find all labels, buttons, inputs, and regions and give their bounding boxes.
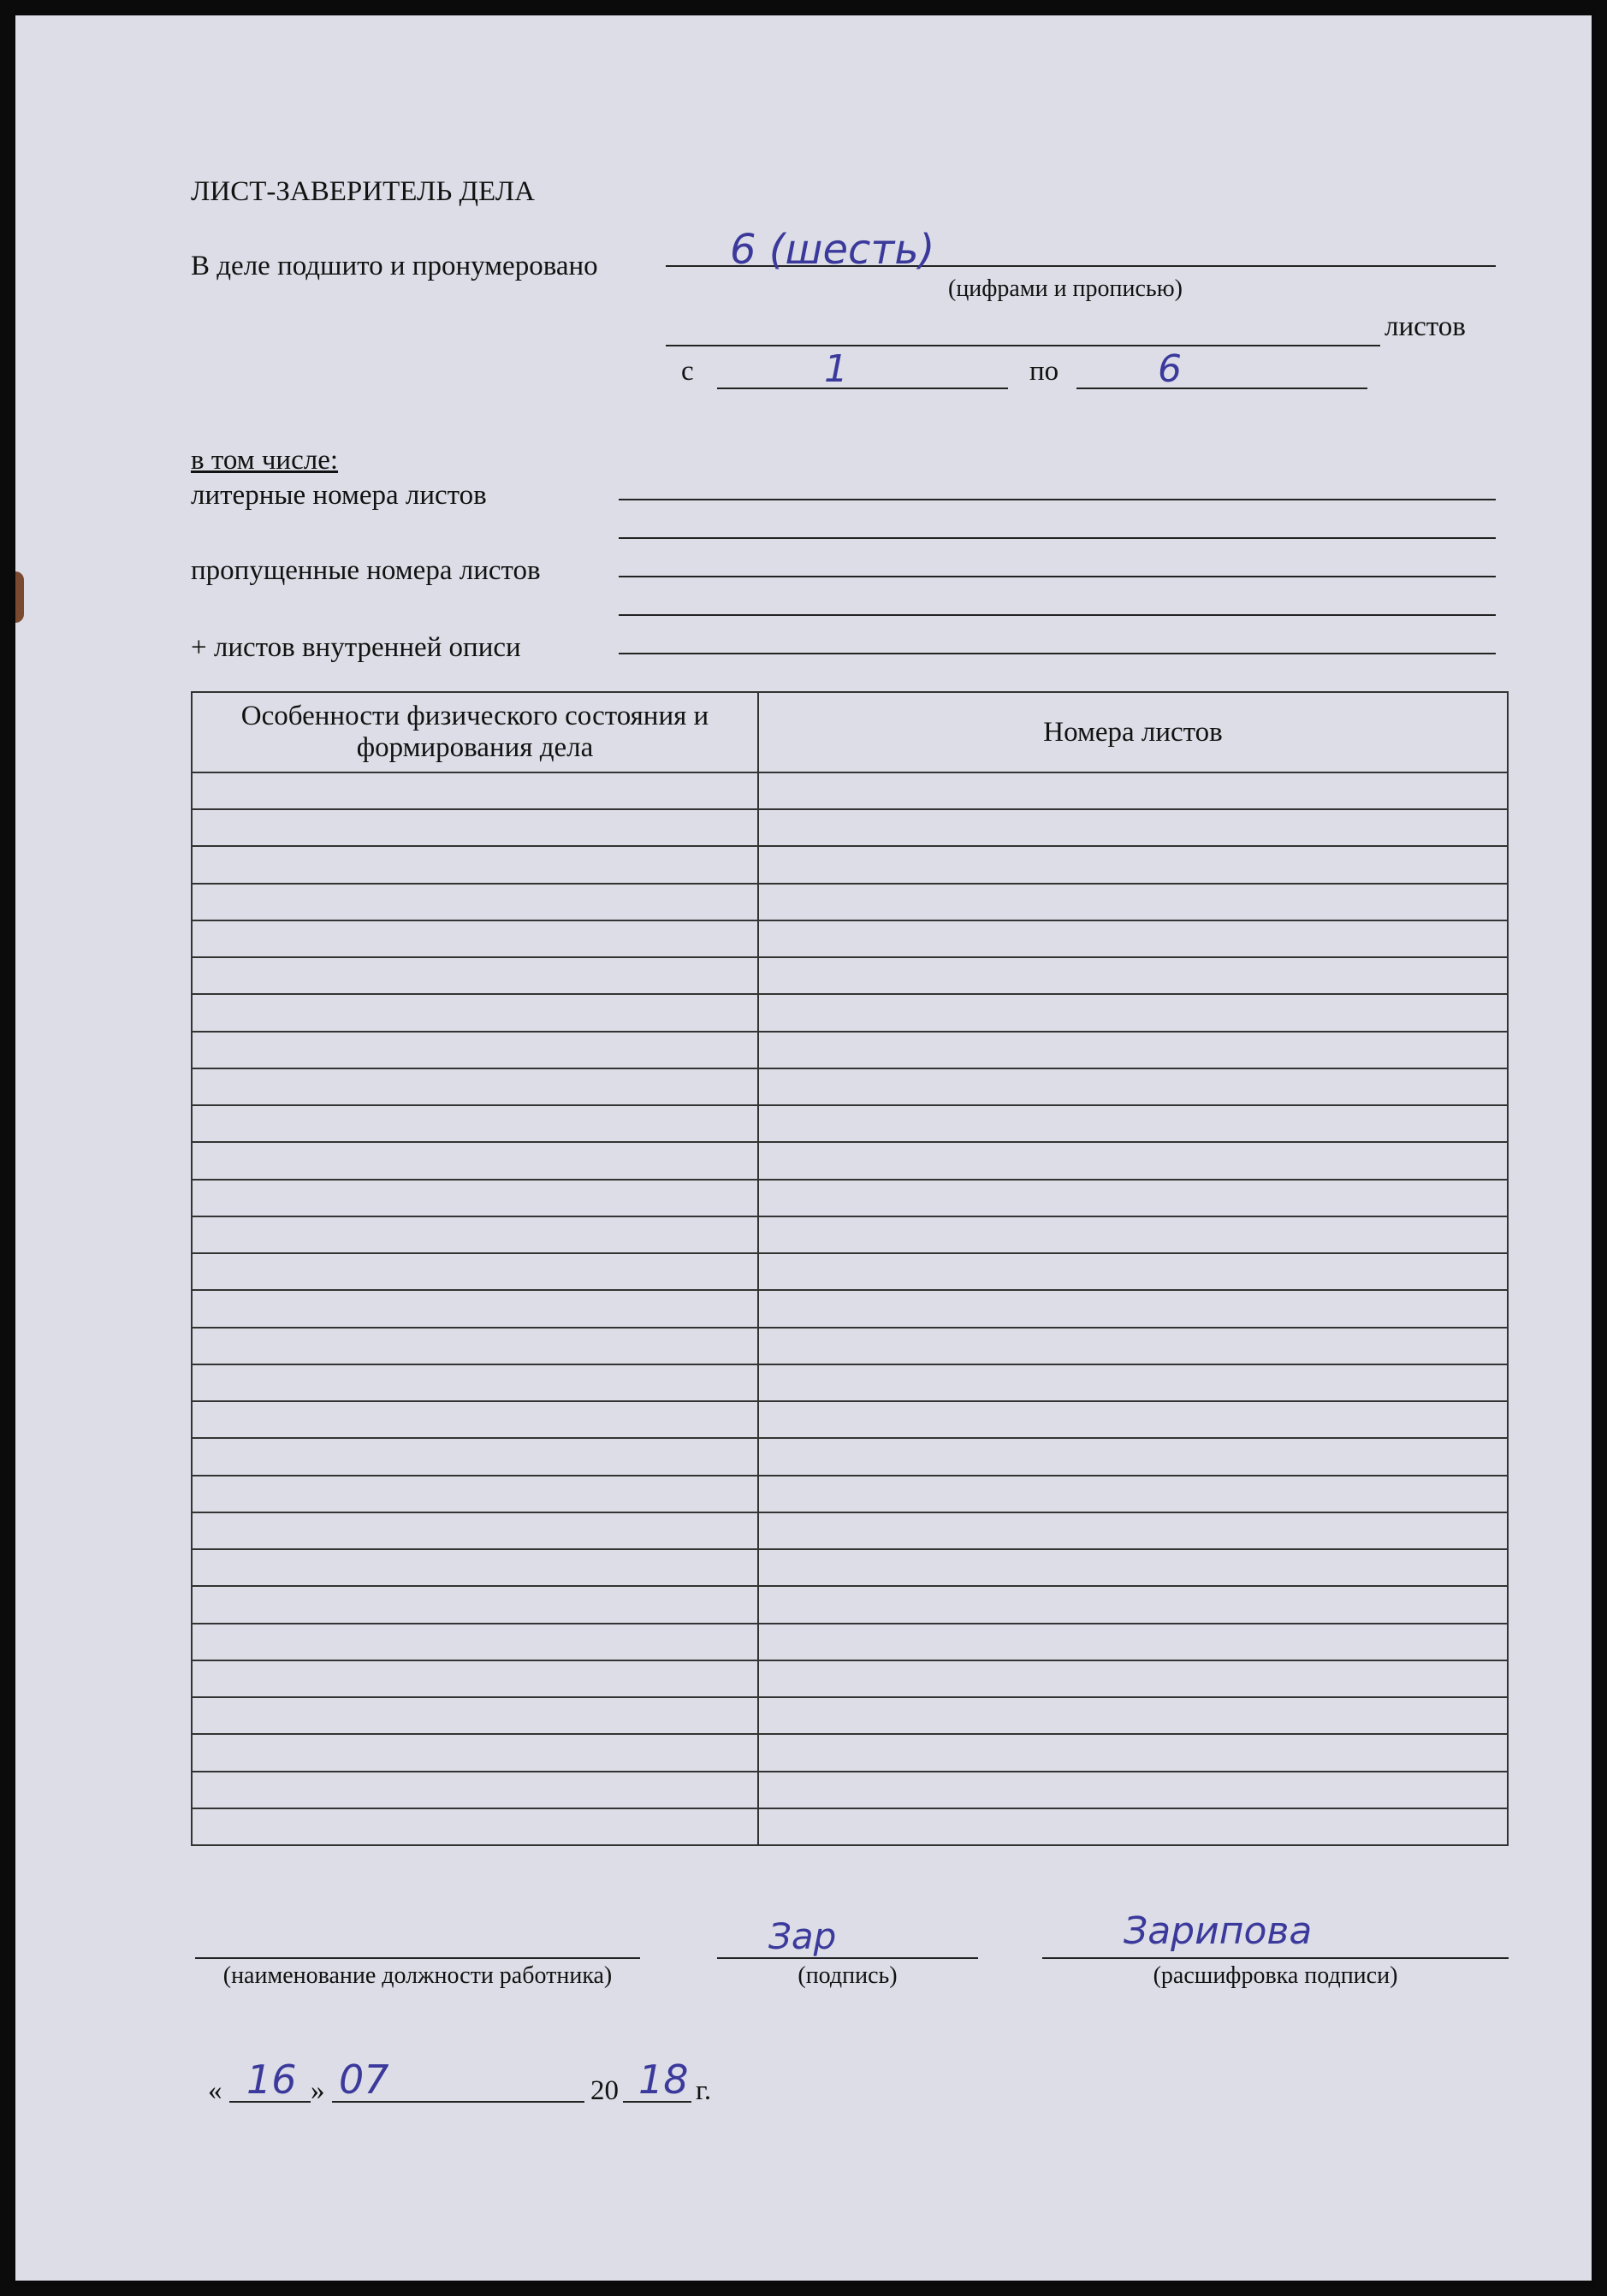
table-row xyxy=(193,808,1507,810)
table-row xyxy=(193,1364,1507,1365)
from-label: с xyxy=(681,356,694,387)
inner-inventory-label: + листов внутренней описи xyxy=(191,632,521,663)
table-row xyxy=(193,1808,1507,1809)
letter-numbers-label: литерные номера листов xyxy=(191,480,487,511)
table-row xyxy=(193,1031,1507,1033)
decoding-caption: (расшифровка подписи) xyxy=(1153,1962,1398,1989)
to-handwritten-value: 6 xyxy=(1158,347,1182,391)
date-suffix: г. xyxy=(696,2075,712,2106)
table-row xyxy=(193,1252,1507,1254)
document-sheet xyxy=(15,15,1592,2281)
position-caption: (наименование должности работника) xyxy=(222,1962,613,1989)
decoding-underline xyxy=(1042,1957,1509,1959)
digits-words-caption: (цифрами и прописью) xyxy=(948,275,1183,302)
table-row xyxy=(193,1179,1507,1181)
table-row xyxy=(193,1733,1507,1735)
to-label: по xyxy=(1029,356,1059,387)
date-close-quote: » xyxy=(311,2075,325,2106)
date-day-handwritten: 16 xyxy=(246,2056,297,2103)
table-row xyxy=(193,1216,1507,1217)
signature-underline xyxy=(717,1957,978,1959)
date-year-handwritten: 18 xyxy=(638,2056,689,2103)
table-row xyxy=(193,1548,1507,1550)
table-row xyxy=(193,1585,1507,1587)
table-header-condition: Особенности физического состояния и формирования дела xyxy=(240,701,709,763)
table-row xyxy=(193,1512,1507,1513)
sheets-word: листов xyxy=(1385,311,1466,342)
signature-handwritten: Зар xyxy=(768,1915,837,1957)
table-row xyxy=(193,1771,1507,1772)
date-century: 20 xyxy=(590,2075,619,2106)
inner-inventory-underline xyxy=(619,653,1496,654)
position-underline xyxy=(195,1957,640,1959)
signature-caption: (подпись) xyxy=(798,1962,898,1989)
decoding-handwritten: Зарипова xyxy=(1124,1909,1313,1953)
from-handwritten-value: 1 xyxy=(824,347,848,391)
table-row xyxy=(193,1660,1507,1661)
letter-numbers-underline xyxy=(619,499,1496,500)
numbered-handwritten-value: 6 (шесть) xyxy=(730,226,935,274)
table-row xyxy=(193,993,1507,995)
table-row xyxy=(193,956,1507,958)
table-row xyxy=(193,920,1507,921)
letter-numbers-underline-2 xyxy=(619,537,1496,539)
document-title: ЛИСТ-ЗАВЕРИТЕЛЬ ДЕЛА xyxy=(191,176,535,207)
missing-numbers-underline-2 xyxy=(619,614,1496,616)
missing-numbers-underline xyxy=(619,576,1496,577)
binding-hole-mark xyxy=(15,571,24,623)
date-month-handwritten: 07 xyxy=(339,2056,389,2103)
condition-table xyxy=(191,691,1509,1846)
to-underline xyxy=(1076,388,1367,389)
table-row xyxy=(193,1068,1507,1069)
table-row xyxy=(193,1104,1507,1106)
table-row xyxy=(193,1327,1507,1328)
missing-numbers-label: пропущенные номера листов xyxy=(191,555,541,586)
table-row xyxy=(193,1623,1507,1624)
table-row xyxy=(193,1475,1507,1476)
table-row xyxy=(193,845,1507,847)
sheets-count-underline xyxy=(666,345,1380,346)
table-row xyxy=(193,883,1507,885)
numbered-label: В деле подшито и пронумеровано xyxy=(191,251,598,281)
table-header-sheet-numbers: Номера листов xyxy=(1043,716,1223,748)
table-row xyxy=(193,1141,1507,1143)
date-open-quote: « xyxy=(208,2075,222,2106)
from-underline xyxy=(717,388,1008,389)
table-row xyxy=(193,1696,1507,1698)
table-row xyxy=(193,1437,1507,1439)
table-column-divider xyxy=(757,693,759,1844)
including-label: в том числе: xyxy=(191,445,339,476)
table-row xyxy=(193,772,1507,773)
table-row xyxy=(193,1400,1507,1402)
table-row xyxy=(193,1289,1507,1291)
